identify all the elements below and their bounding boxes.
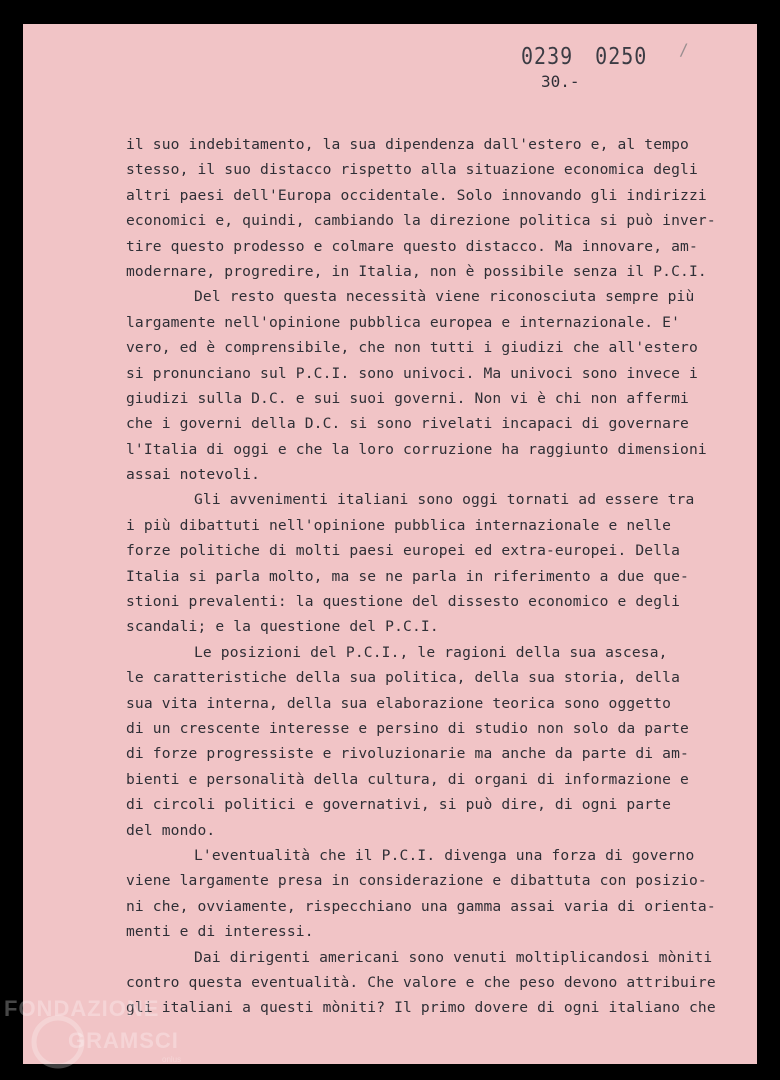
text-line: di forze progressiste e rivoluzionarie ma anche da parte di am-	[126, 745, 689, 763]
text-line: assai notevoli.	[126, 466, 261, 484]
text-line: ni che, ovviamente, rispecchiano una gamma assai varia di orienta-	[126, 897, 716, 915]
text-line: del mondo.	[126, 821, 216, 839]
paragraph	[126, 132, 716, 284]
text-line: stesso, il suo distacco rispetto alla situazione economica degli	[126, 161, 698, 179]
text-line: Le posizioni del P.C.I., le ragioni della sua ascesa,	[194, 643, 668, 661]
paragraph	[126, 487, 716, 639]
paragraph	[126, 284, 716, 487]
archive-number-first: 0239	[521, 42, 574, 70]
text-line: scandali; e la questione del P.C.I.	[126, 618, 439, 636]
text-line: forze politiche di molti paesi europei ed extra-europei. Della	[126, 542, 681, 560]
typewritten-page	[23, 24, 757, 1064]
text-line: l'Italia di oggi e che la loro corruzione ha raggiunto dimensioni	[126, 440, 707, 458]
text-line: contro questa eventualità. Che valore e che peso devono attribuire	[126, 973, 716, 991]
paragraph	[126, 843, 716, 945]
text-line: bienti e personalità della cultura, di organi di informazione e	[126, 770, 689, 788]
text-line: altri paesi dell'Europa occidentale. Solo innovando gli indirizzi	[126, 186, 707, 204]
text-line: stioni prevalenti: la questione del dissesto economico e degli	[126, 593, 681, 611]
watermark-line2: GRAMSCI	[68, 1028, 179, 1053]
text-line: giudizi sulla D.C. e sui suoi governi. Non vi è chi non affermi	[126, 389, 689, 407]
text-line: sua vita interna, della sua elaborazione teorica sono oggetto	[126, 694, 672, 712]
page-number: 30.-	[541, 72, 580, 91]
text-line: vero, ed è comprensibile, che non tutti i giudizi che all'estero	[126, 339, 698, 357]
text-line: Italia si parla molto, ma se ne parla in riferimento a due que-	[126, 567, 689, 585]
text-line: il suo indebitamento, la sua dipendenza dall'estero e, al tempo	[126, 136, 689, 153]
watermark-line1: FONDAZIONE	[4, 996, 160, 1021]
text-line: viene largamente presa in considerazione e dibattuta con posizio-	[126, 872, 707, 890]
body-text	[126, 132, 716, 1021]
text-line: largamente nell'opinione pubblica europea e internazionale. E'	[126, 313, 681, 331]
text-line: Del resto questa necessità viene riconosciuta sempre più	[194, 288, 695, 306]
text-line: economici e, quindi, cambiando la direzione politica si può inver-	[126, 212, 716, 230]
text-line: le caratteristiche della sua politica, della sua storia, della	[126, 669, 681, 687]
text-line: L'eventualità che il P.C.I. divenga una forza di governo	[194, 846, 695, 864]
text-line: modernare, progredire, in Italia, non è possibile senza il P.C.I.	[126, 262, 707, 280]
text-line: gli italiani a questi mòniti? Il primo dovere di ogni italiano che	[126, 999, 716, 1017]
text-line: i più dibattuti nell'opinione pubblica internazionale e nelle	[126, 516, 672, 534]
pencil-mark: /	[679, 40, 689, 59]
archive-number-second: 0250	[595, 42, 648, 70]
text-line: Gli avvenimenti italiani sono oggi tornati ad essere tra	[194, 491, 695, 509]
text-line: di circoli politici e governativi, si può dire, di ogni parte	[126, 796, 672, 814]
text-line: di un crescente interesse e persino di studio non solo da parte	[126, 719, 689, 737]
watermark-sub: onlus	[162, 1055, 182, 1064]
text-line: che i governi della D.C. si sono rivelati incapaci di governare	[126, 415, 689, 433]
text-line: Dai dirigenti americani sono venuti moltiplicandosi mòniti	[194, 948, 713, 966]
text-line: si pronunciano sul P.C.I. sono univoci. Ma univoci sono invece i	[126, 364, 698, 382]
archive-number-stamp	[521, 42, 647, 70]
text-line: tire questo prodesso e colmare questo distacco. Ma innovare, am-	[126, 237, 698, 255]
fondazione-gramsci-logo	[0, 990, 240, 1080]
text-line: menti e di interessi.	[126, 923, 314, 941]
paragraph	[126, 640, 716, 843]
